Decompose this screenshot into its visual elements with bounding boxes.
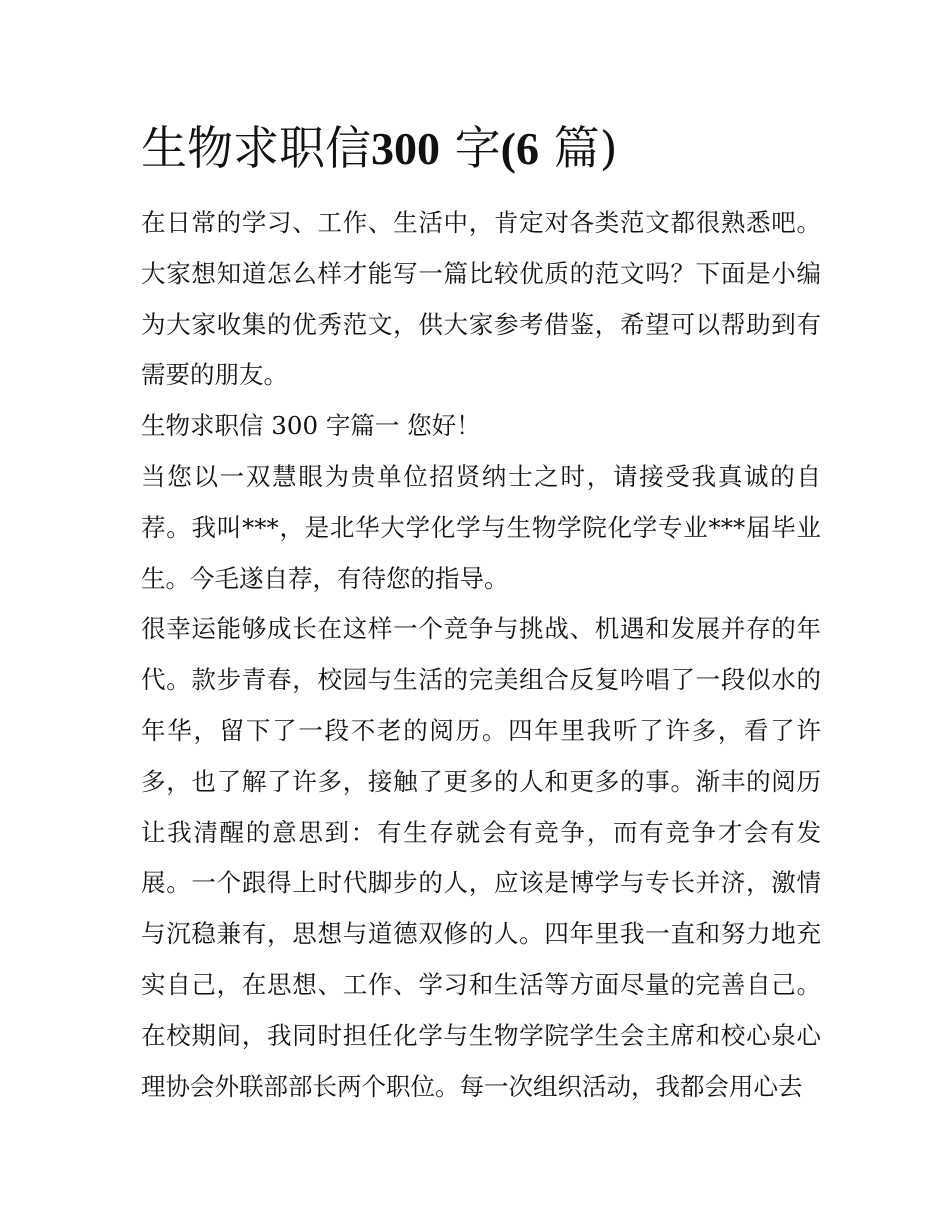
title-pian: 篇) [553, 121, 618, 175]
title-count: (6 [500, 123, 539, 174]
title-number: 300 [371, 123, 440, 174]
paragraph-experience: 很幸运能够成长在这样一个竞争与挑战、机遇和发展并存的年代。款步青春，校园与生活的完美组合反复吟唱了一段似水的年华，留下了一段不老的阅历。四年里我听了许多，看了许多，也了解了许多，接触了更多的人和更多的事。渐丰的阅历让我清醒的意思到：有生存就会有竞争，而有竞争才会有发展。一个跟得上时代脚步的人，应该是博学与专长并济，激情与沉稳兼有，思想与道德双修的人。四年里我一直和努力地充实自己，在思想、工作、学习和生活等方面尽量的完善自己。在校期间，我同时担任化学与生物学院学生会主席和校心泉心理协会外联部部长两个职位。每一次组织活动，我都会用心去 [141, 614, 821, 1101]
paragraph-self-intro: 当您以一双慧眼为贵单位招贤纳士之时，请接受我真诚的自荐。我叫***，是北华大学化学与生物学院化学专业***届毕业生。今毛遂自荐，有待您的指导。 [141, 461, 821, 593]
paragraph-greeting: 生物求职信 300 字篇一 您好！ [141, 411, 481, 441]
page-title [141, 118, 821, 179]
title-char: 字 [454, 121, 501, 175]
paragraph-intro: 在日常的学习、工作、生活中，肯定对各类范文都很熟悉吧。大家想知道怎么样才能写一篇比较优质的范文吗？下面是小编为大家收集的优秀范文，供大家参考借鉴，希望可以帮助到有需要的朋友。 [141, 208, 821, 390]
title-prefix: 生物求职信 [141, 121, 371, 175]
document-body [141, 198, 821, 1112]
document-content [141, 118, 821, 1112]
